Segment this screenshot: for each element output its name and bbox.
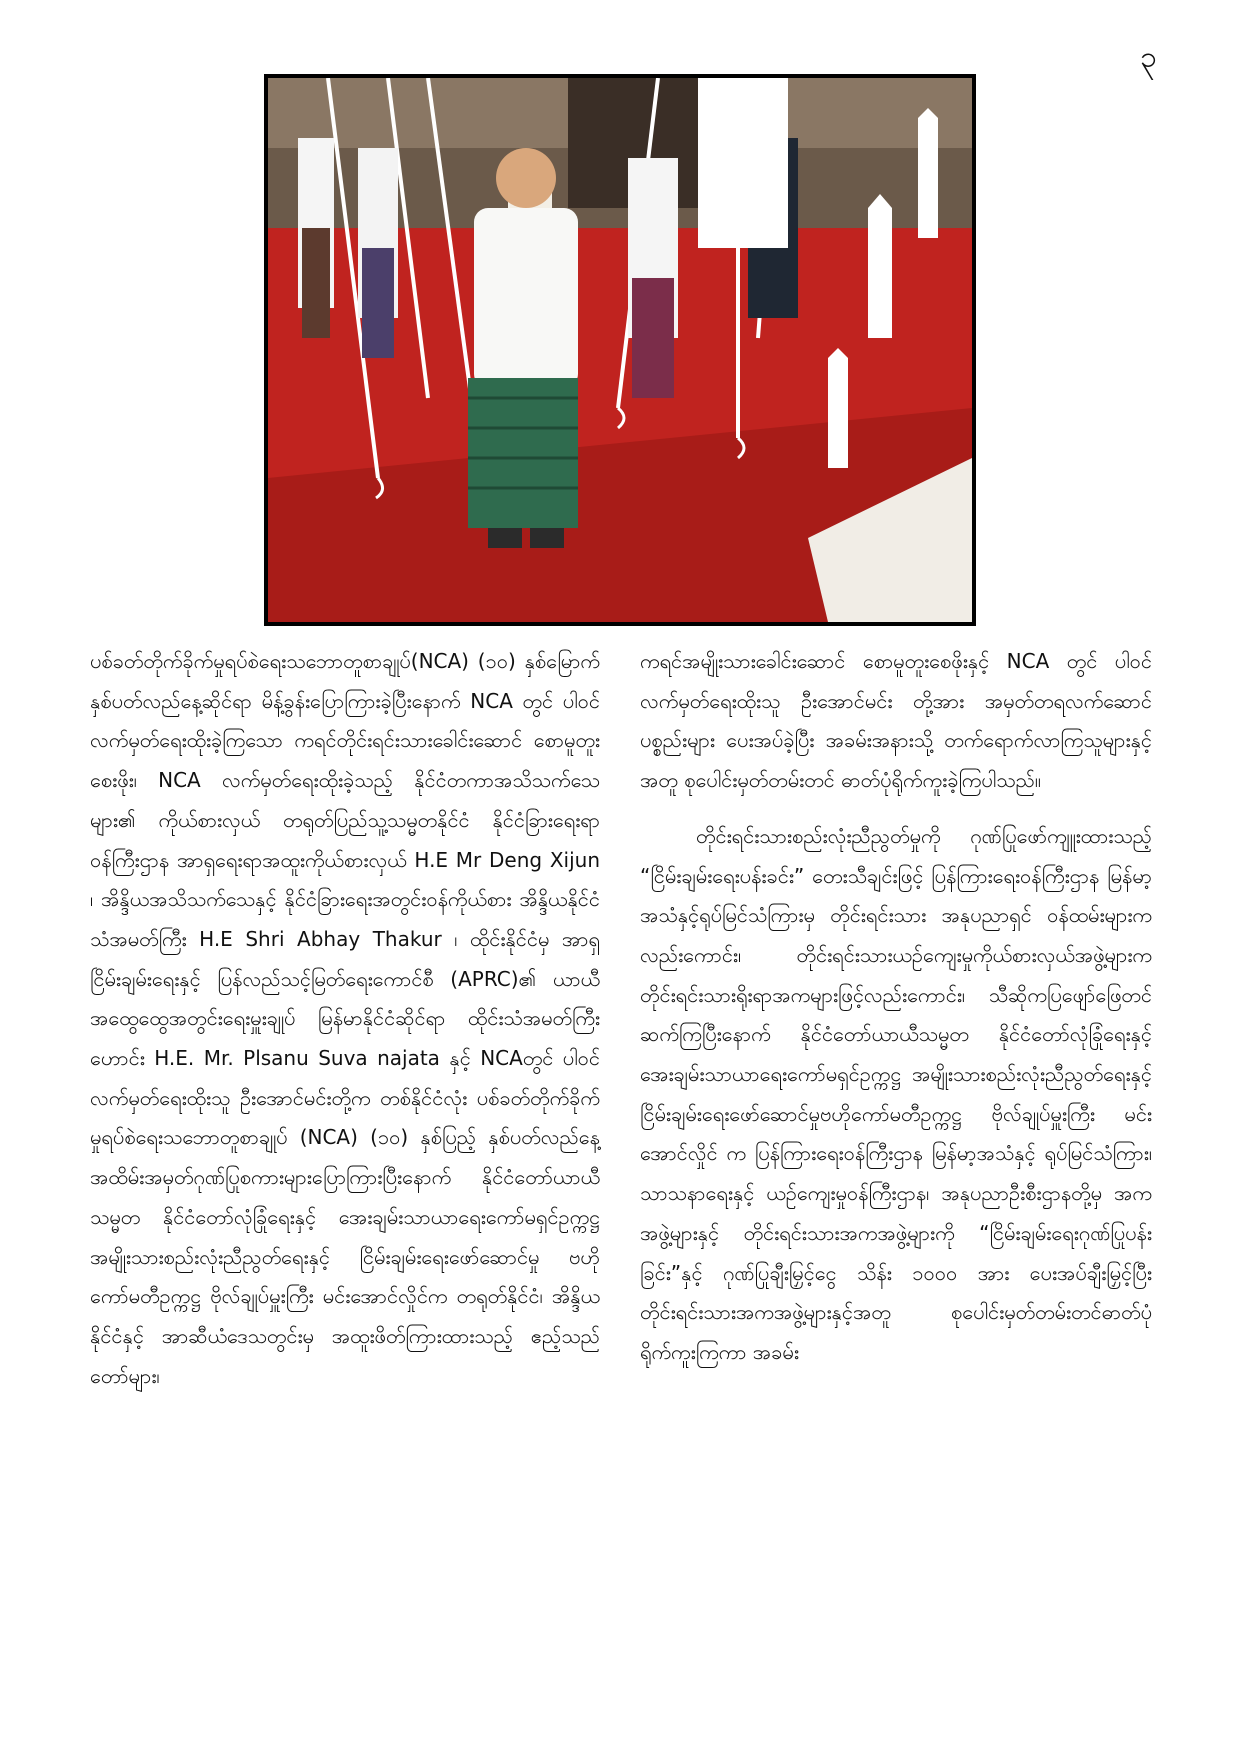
article-paragraph: ကရင်အမျိုးသားခေါင်းဆောင် စောမူတူးစေဖိုးနှင့် NCA တွင် ပါဝင်လက်မှတ်ရေးထိုးသူ ဦးအောင်မင်း တို့အား အမှတ်တရလက်ဆောင်ပစ္စည်းများ ပေးအပ်ခဲ့ပြီး အခမ်းအနားသို့ တက်ရောက်လာကြသူများနှင့်အတူ စုပေါင်းမှတ်တမ်းတင် ဓာတ်ပုံရိုက်ကူးခဲ့ကြပါသည်။ (640, 649, 1152, 793)
article-paragraph: ပစ်ခတ်တိုက်ခိုက်မှုရပ်စဲရေးသဘောတူစာချုပ်(NCA) (၁၀) နှစ်မြောက် နှစ်ပတ်လည်နေ့ဆိုင်ရာ မိန့်ခွန်းပြောကြားခဲ့ပြီးနောက် NCA တွင် ပါဝင်လက်မှတ်ရေးထိုးခဲ့ကြသော ကရင်တိုင်းရင်းသားခေါင်းဆောင် စောမူတူးစေးဖိုး၊ NCA လက်မှတ်ရေးထိုးခဲ့သည့် နိုင်ငံတကာအသိသက်သေများ၏ ကိုယ်စားလှယ် တရုတ်ပြည်သူ့သမ္မတနိုင်ငံ နိုင်ငံခြားရေးရာဝန်ကြီးဌာန အာရှရေးရာအထူးကိုယ်စားလှယ် H.E Mr Deng Xijun ၊ အိန္ဒိယအသိသက်သေနှင့် နိုင်ငံခြားရေးအတွင်းဝန်ကိုယ်စား အိန္ဒိယနိုင်ငံသံအမတ်ကြီး H.E Shri Abhay Thakur ၊ ထိုင်းနိုင်ငံမှ အာရှငြိမ်းချမ်းရေးနှင့် ပြန်လည်သင့်မြတ်ရေးကောင်စီ (APRC)၏ ယာယီအထွေထွေအတွင်းရေးမှူးချုပ် မြန်မာနိုင်ငံဆိုင်ရာ ထိုင်းသံအမတ်ကြီးဟောင်း H.E. Mr. Plsanu Suva najata နှင့် NCAတွင် ပါဝင်လက်မှတ်ရေးထိုးသူ ဦးအောင်မင်းတို့က တစ်နိုင်ငံလုံး ပစ်ခတ်တိုက်ခိုက်မှုရပ်စဲရေးသဘောတူစာချုပ် (NCA) (၁၀) နှစ်ပြည့် နှစ်ပတ်လည်နေ့ အထိမ်းအမှတ်ဂုဏ်ပြုစကားများပြောကြားပြီးနောက် နိုင်ငံတော်ယာယီသမ္မတ နိုင်ငံတော်လုံခြုံရေးနှင့် အေးချမ်းသာယာရေးကော်မရှင်ဥက္ကဋ္ဌ အမျိုးသားစည်းလုံးညီညွတ်ရေးနှင့် ငြိမ်းချမ်းရေးဖော်ဆောင်မှု ဗဟိုကော်မတီဥက္ကဋ္ဌ ဗိုလ်ချုပ်မှူးကြီး မင်းအောင်လှိုင်က တရုတ်နိုင်ငံ၊ အိန္ဒိယနိုင်ငံနှင့် အာဆီယံဒေသတွင်းမှ အထူးဖိတ်ကြားထားသည့် ဧည့်သည်တော်များ၊ (90, 649, 600, 1388)
ceremony-photo-image (268, 78, 972, 622)
article-column-right (640, 642, 1152, 1373)
ceremony-photo (264, 74, 976, 626)
page-number: ၃ (1140, 40, 1157, 75)
article-paragraph: တိုင်းရင်းသားစည်းလုံးညီညွတ်မှုကို ဂုဏ်ပြုဖော်ကျူးထားသည့် “ငြိမ်းချမ်းရေးပန်းခင်း” တေးသီချင်းဖြင့် ပြန်ကြားရေးဝန်ကြီးဌာန မြန်မာ့အသံနှင့်ရုပ်မြင်သံကြားမှ တိုင်းရင်းသား အနုပညာရှင် ဝန်ထမ်းများကလည်းကောင်း၊ တိုင်းရင်းသားယဉ်ကျေးမှုကိုယ်စားလှယ်အဖွဲ့များက တိုင်းရင်းသားရိုးရာအကများဖြင့်လည်းကောင်း၊ သီဆိုကပြဖျော်ဖြေတင်ဆက်ကြပြီးနောက် နိုင်ငံတော်ယာယီသမ္မတ နိုင်ငံတော်လုံခြုံရေးနှင့် အေးချမ်းသာယာရေးကော်မရှင်ဥက္ကဋ္ဌ အမျိုးသားစည်းလုံးညီညွတ်ရေးနှင့် ငြိမ်းချမ်းရေးဖော်ဆောင်မှုဗဟိုကော်မတီဥက္ကဋ္ဌ ဗိုလ်ချုပ်မှူးကြီး မင်းအောင်လှိုင် က ပြန်ကြားရေးဝန်ကြီးဌာန မြန်မာ့အသံနှင့် ရုပ်မြင်သံကြား၊ သာသနာရေးနှင့် ယဉ်ကျေးမှုဝန်ကြီးဌာန၊ အနုပညာဦးစီးဌာနတို့မှ အကအဖွဲ့များနှင့် တိုင်းရင်းသားအကအဖွဲ့များကို “ငြိမ်းချမ်းရေးဂုဏ်ပြုပန်းခြင်း”နှင့် ဂုဏ်ပြုချီးမြှင့်ငွေ သိန်း ၁၀၀၀ အား ပေးအပ်ချီးမြှင့်ပြီး တိုင်းရင်းသားအကအဖွဲ့များနှင့်အတူ စုပေါင်းမှတ်တမ်းတင်ဓာတ်ပုံရိုက်ကူးကြကာ အခမ်း (640, 823, 1152, 1364)
article-column-left (90, 642, 600, 1396)
